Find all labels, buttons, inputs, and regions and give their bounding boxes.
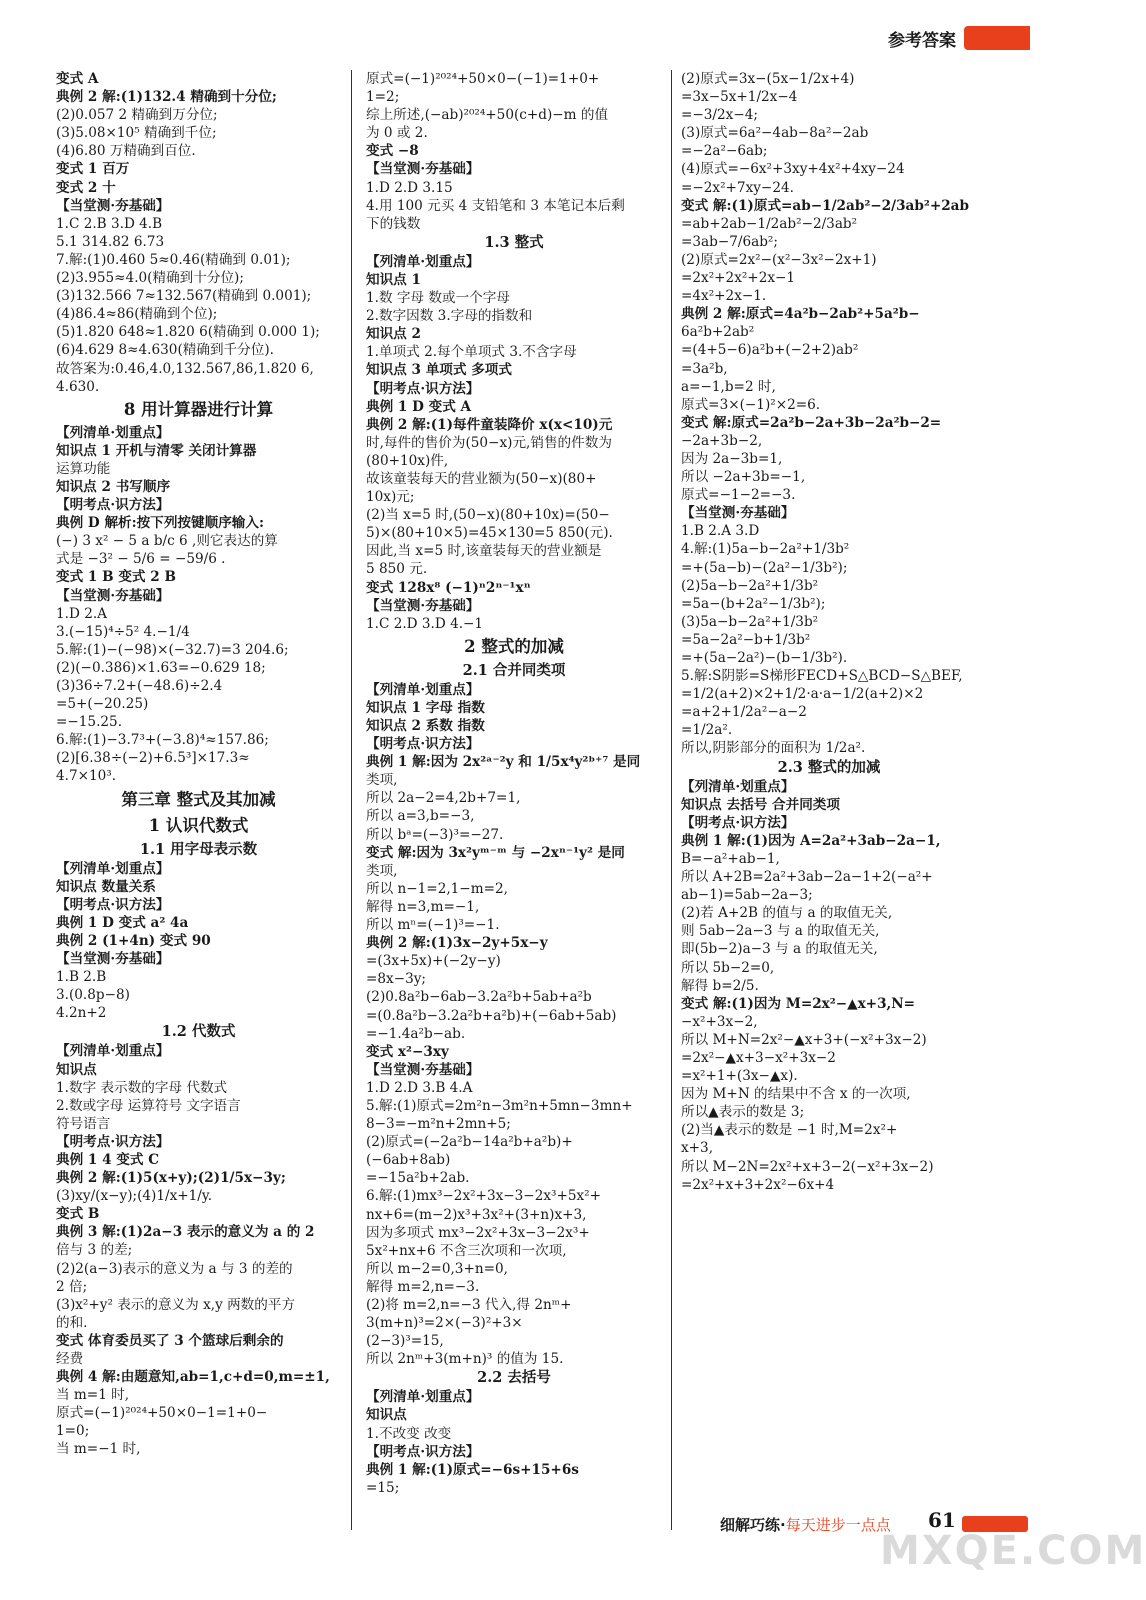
col1-line: (6)4.629 8≈4.630(精确到千分位). (56, 342, 274, 359)
col1-line: 故答案为:0.46,4.0,132.567,86,1.820 6, (56, 360, 314, 377)
col3-line: 1.B 2.A 3.D (681, 523, 760, 540)
col1-line: 知识点 (56, 1061, 97, 1078)
col2-line: 知识点 2 (366, 326, 421, 343)
col3-line: 典例 2 解:原式=4a²b−2ab²+5a²b− (681, 306, 920, 323)
col3-line: =ab+2ab−1/2ab²−2/3ab² (681, 215, 858, 232)
col2-line: 变式 128x⁸ (−1)ⁿ2ⁿ⁻¹xⁿ (366, 579, 531, 596)
answer-column-2 (366, 70, 662, 1497)
col2-line: 【明考点·识方法】 (366, 1443, 480, 1460)
col1-line: 当 m=1 时, (56, 1387, 130, 1404)
col2-line: 【当堂测·夯基础】 (366, 161, 480, 178)
col1-line: 2 倍; (56, 1278, 88, 1295)
col1-line: 【当堂测·夯基础】 (56, 951, 170, 968)
col1-line: 倍与 3 的差; (56, 1242, 133, 1259)
page-number: 61 (928, 1508, 956, 1532)
col1-line: 知识点 2 书写顺序 (56, 478, 171, 495)
col3-line: 【当堂测·夯基础】 (681, 505, 795, 522)
col2-line: 所以 2a−2=4,2b+7=1, (366, 790, 521, 807)
col2-line: 1.3 整式 (484, 233, 544, 251)
col3-line: x+3, (681, 1140, 714, 1157)
col2-line: 2.2 去括号 (477, 1369, 551, 1387)
col1-line: 原式=(−1)²⁰²⁴+50×0−1=1+0− (56, 1405, 268, 1422)
col3-line: =5a−(b+2a²−1/3b²); (681, 595, 826, 612)
col1-line: (2)[6.38÷(−2)+6.5³]×17.3≈ (56, 750, 250, 767)
col2-line: 知识点 2 系数 指数 (366, 718, 485, 734)
col3-line: 所以 −2a+3b=−1, (681, 469, 806, 486)
col2-line: 典例 2 解:(1)每件童装降价 x(x<10)元 (366, 416, 613, 433)
col1-line: 1.数字 表示数的字母 代数式 (56, 1079, 228, 1096)
col3-line: 所以 M+N=2x²−▲x+3+(−x²+3x−2) (681, 1031, 927, 1048)
col3-line: (2)原式=2x²−(x²−3x²−2x+1) (681, 251, 877, 268)
col2-line: =8x−3y; (366, 971, 427, 988)
col1-line: (3)132.566 7≈132.567(精确到 0.001); (56, 288, 312, 305)
col1-line: 7.解:(1)0.460 5≈0.46(精确到 0.01); (56, 251, 291, 268)
col1-line: 当 m=−1 时, (56, 1441, 141, 1458)
col2-line: (2)0.8a²b−6ab−3.2a²b+5ab+a²b (366, 989, 592, 1006)
col1-line: 2.数或字母 运算符号 文字语言 (56, 1097, 241, 1114)
col3-line: 即(5b−2)a−3 与 a 的取值无关, (681, 941, 878, 958)
col2-line: 6.解:(1)mx³−2x²+3x−3−2x³+5x²+ (366, 1188, 602, 1205)
col1-line: 式是 −3² − 5/6 = −59/6 . (56, 551, 226, 568)
col3-line: a=−1,b=2 时, (681, 378, 776, 395)
col1-line: (4)86.4≈86(精确到个位); (56, 306, 218, 323)
col3-line: 所以 M−2N=2x²+x+3−2(−x²+3x−2) (681, 1158, 934, 1175)
col2-line: 1.单项式 2.每个单项式 3.不含字母 (366, 344, 577, 361)
col1-line: 3.(−15)⁴÷5² 4.−1/4 (56, 623, 190, 640)
col3-line: 所以▲表示的数是 3; (681, 1104, 805, 1121)
col2-line: 所以 bᵃ=(−3)³=−27. (366, 826, 504, 843)
col2-line: 【当堂测·夯基础】 (366, 1061, 480, 1078)
col3-line: =1/2a². (681, 722, 733, 739)
col2-line: =15; (366, 1479, 400, 1496)
col3-line: (2)5a−b−2a²+1/3b² (681, 577, 819, 594)
col3-line: 变式 解:原式=2a²b−2a+3b−2a²b−2= (681, 414, 942, 431)
col2-line: 10x)元; (366, 489, 415, 506)
col2-line: 所以 m−2=0,3+n=0, (366, 1260, 508, 1277)
col1-line: 典例 2 解:(1)5(x+y);(2)1/5x−3y; (56, 1170, 286, 1187)
col3-line: 2.3 整式的加减 (777, 758, 881, 776)
col1-line: (2)3.955≈4.0(精确到十分位); (56, 270, 244, 287)
col3-line: 解得 b=2/5. (681, 977, 759, 994)
col3-line: =−3/2x−4; (681, 107, 758, 124)
header-title: 参考答案 (888, 31, 956, 51)
col1-line: 的和. (56, 1314, 88, 1331)
col1-line: 1 认识代数式 (148, 815, 249, 835)
col1-line: 4.7×10³. (56, 768, 117, 785)
col1-line: 【列清单·划重点】 (56, 1043, 170, 1060)
col2-line: 故该童装每天的营业额为(50−x)(80+ (366, 470, 597, 487)
col2-line: 下的钱数 (366, 215, 421, 232)
col3-line: 所以 5b−2=0, (681, 959, 775, 976)
col3-line: =a+2+1/2a²−a−2 (681, 704, 807, 721)
col2-line: 4.用 100 元买 4 支铅笔和 3 本笔记本后剩 (366, 197, 625, 214)
col1-line: 知识点 数量关系 (56, 878, 156, 895)
col1-line: 典例 4 解:由题意知,ab=1,c+d=0,m=±1, (56, 1369, 330, 1386)
col3-line: 原式=3×(−1)²×2=6. (681, 396, 821, 413)
col2-line: 典例 1 解:因为 2x²ᵃ⁻²y 和 1/5x⁴y²ᵇ⁺⁷ 是同 (366, 754, 641, 771)
col2-line: 所以 n−1=2,1−m=2, (366, 880, 508, 897)
col3-line: (2)原式=3x−(5x−1/2x+4) (681, 71, 855, 87)
col3-line: =(4+5−6)a²b+(−2+2)ab² (681, 342, 859, 359)
col3-line: 典例 1 解:(1)因为 A=2a²+3ab−2a−1, (681, 832, 941, 849)
col2-line: 【列清单·划重点】 (366, 681, 480, 698)
col1-line: 典例 1 4 变式 C (56, 1151, 160, 1168)
col2-line: 1.不改变 改变 (366, 1425, 452, 1442)
col2-line: nx+6=(m−2)x³+3x²+(3+n)x+3, (366, 1206, 587, 1223)
col2-line: (2)当 x=5 时,(50−x)(80+10x)=(50− (366, 507, 610, 524)
footer-brand (720, 1514, 891, 1535)
col2-line: (80+10x)件, (366, 452, 449, 469)
col2-line: 为 0 或 2. (366, 125, 428, 142)
col3-line: 5.解:S阴影=S梯形FECD+S△BCD−S△BEF, (681, 668, 963, 685)
col2-line: 8−3=−m²n+2mn+5; (366, 1116, 511, 1133)
footer-brand-name: 细解巧练· (720, 1516, 786, 1534)
col2-line: (2)将 m=2,n=−3 代入,得 2nᵐ+ (366, 1297, 572, 1313)
col1-line: 【明考点·识方法】 (56, 896, 170, 913)
col2-line: 解得 n=3,m=−1, (366, 898, 480, 915)
col2-line: (2)原式=(−2a²b−14a²b+a²b)+ (366, 1134, 573, 1151)
col3-line: (2)当▲表示的数是 −1 时,M=2x²+ (681, 1122, 898, 1139)
col1-line: 典例 3 解:(1)2a−3 表示的意义为 a 的 2 (56, 1224, 315, 1241)
col3-line: B=−a²+ab−1, (681, 850, 780, 867)
col2-line: 5)×(80+10×5)=45×130=5 850(元). (366, 525, 613, 542)
col1-line: 变式 B (56, 1206, 100, 1223)
col1-line: 4.2n+2 (56, 1005, 107, 1022)
col1-line: (4)6.80 万精确到百位. (56, 143, 196, 160)
col1-line: =5+(−20.25) (56, 696, 149, 713)
col1-line: 典例 1 D 变式 a² 4a (56, 914, 189, 931)
col2-line: 知识点 3 单项式 多项式 (366, 362, 512, 379)
col1-line: 知识点 1 开机与清零 关闭计算器 (56, 442, 257, 459)
col3-line: 所以,阴影部分的面积为 1/2a². (681, 740, 866, 757)
col1-line: 变式 1 B 变式 2 B (56, 569, 176, 586)
col2-line: 5x²+nx+6 不含三次项和一次项, (366, 1242, 567, 1259)
col2-line: 原式=(−1)²⁰²⁴+50×0−(−1)=1+0+ (366, 71, 600, 87)
col1-line: (5)1.820 648≈1.820 6(精确到 0.000 1); (56, 324, 320, 341)
col1-line: 典例 2 解:(1)132.4 精确到十分位; (56, 89, 277, 106)
col1-line: 5.1 314.82 6.73 (56, 233, 165, 250)
col2-line: 知识点 (366, 1407, 407, 1424)
col2-line: 典例 1 D 变式 A (366, 398, 472, 415)
col2-line: 因为多项式 mx³−2x²+3x−3−2x³+ (366, 1224, 590, 1241)
col2-line: 5 850 元. (366, 561, 428, 578)
col2-line: 【当堂测·夯基础】 (366, 597, 480, 614)
col2-line: 时,每件的售价为(50−x)元,销售的件数为 (366, 434, 612, 451)
col2-line: 3(m+n)³=2×(−3)²+3× (366, 1315, 523, 1332)
col1-line: (2)2(a−3)表示的意义为 a 与 3 的差的 (56, 1260, 293, 1277)
col2-line: 典例 1 解:(1)原式=−6s+15+6s (366, 1461, 579, 1478)
col3-line: 变式 解:(1)因为 M=2x²−▲x+3,N= (681, 995, 916, 1012)
col1-line: (3)xy/(x−y);(4)1/x+1/y. (56, 1188, 213, 1205)
col1-line: 【当堂测·夯基础】 (56, 197, 170, 214)
col2-line: 所以 mⁿ=(−1)³=−1. (366, 917, 500, 934)
col3-line: −2a+3b−2, (681, 432, 763, 449)
col1-line: 变式 1 百万 (56, 161, 130, 178)
col3-line: =2x²+x+3+2x²−6x+4 (681, 1176, 835, 1193)
col3-line: =+(5a−2a²)−(b−1/3b²). (681, 650, 848, 666)
col2-line: 2.1 合并同类项 (462, 661, 566, 679)
col2-line: (−6ab+8ab) (366, 1152, 451, 1169)
col1-line: 1.1 用字母表示数 (139, 840, 258, 858)
col1-line: (2)(−0.386)×1.63=−0.629 18; (56, 659, 266, 676)
col2-line: (2−3)³=15, (366, 1333, 444, 1350)
col1-line: 典例 2 (1+4n) 变式 90 (56, 932, 211, 949)
col1-line: 1.D 2.A (56, 605, 107, 622)
col2-line: 变式 −8 (366, 143, 419, 160)
col3-line: ab−1)=5ab−2a−3; (681, 887, 813, 904)
col2-line: 5.解:(1)原式=2m²n−3m²n+5mn−3mn+ (366, 1097, 633, 1114)
col1-line: 8 用计算器进行计算 (123, 399, 274, 419)
col2-line: 所以 a=3,b=−3, (366, 808, 475, 825)
col3-line: (4)原式=−6x²+3xy+4x²+4xy−24 (681, 161, 905, 178)
col1-line: 典例 D 解析:按下列按键顺序输入: (56, 515, 265, 532)
col3-line: =2x²−▲x+3−x²+3x−2 (681, 1049, 836, 1066)
col3-line: =4x²+2x−1. (681, 288, 767, 305)
col3-line: 6a²b+2ab² (681, 324, 755, 341)
col2-line: 类项, (366, 862, 398, 879)
col2-line: 1.D 2.D 3.15 (366, 179, 453, 196)
col2-line: 1=2; (366, 89, 400, 106)
col3-line: (2)若 A+2B 的值与 a 的取值无关, (681, 905, 893, 922)
col1-line: 5.解:(1)−(−98)×(−32.7)=3 204.6; (56, 641, 289, 658)
col1-line: 变式 A (56, 71, 99, 87)
col1-line: (3)36÷7.2+(−48.6)÷2.4 (56, 678, 223, 694)
col3-line: 原式=−1−2=−3. (681, 487, 796, 504)
col2-line: =(0.8a²b−3.2a²b+a²b)+(−6ab+5ab) (366, 1007, 617, 1024)
watermark: MXQE.COM (880, 1528, 1146, 1574)
col1-line: 1.B 2.B (56, 969, 107, 986)
col2-line: 【明考点·识方法】 (366, 736, 480, 753)
col2-line: 类项, (366, 772, 398, 789)
col3-line: 则 5ab−2a−3 与 a 的取值无关, (681, 923, 880, 940)
col3-line: =3x−5x+1/2x−4 (681, 89, 798, 106)
col3-line: 4.解:(1)5a−b−2a²+1/3b² (681, 541, 850, 558)
col3-line: =−2a²−6ab; (681, 143, 768, 160)
col1-line: 第三章 整式及其加减 (121, 789, 276, 809)
col3-line: 【列清单·划重点】 (681, 778, 795, 795)
col3-line: 变式 解:(1)原式=ab−1/2ab²−2/3ab²+2ab (681, 197, 969, 214)
col1-line: (2)0.057 2 精确到万分位; (56, 107, 218, 124)
col2-line: 解得 m=2,n=−3. (366, 1278, 480, 1295)
col3-line: (3)原式=6a²−4ab−8a²−2ab (681, 125, 869, 142)
col2-line: 典例 2 解:(1)3x−2y+5x−y (366, 935, 548, 952)
col1-line: 经费 (56, 1351, 84, 1367)
col3-line: 知识点 去括号 合并同类项 (681, 796, 840, 813)
col2-line: 所以 2nᵐ+3(m+n)³ 的值为 15. (366, 1351, 564, 1368)
col2-line: 因此,当 x=5 时,该童装每天的营业额是 (366, 543, 602, 560)
col3-line: =−2x²+7xy−24. (681, 179, 794, 196)
col1-line: 3.(0.8p−8) (56, 987, 130, 1004)
col1-line: 【列清单·划重点】 (56, 424, 170, 441)
answer-column-1 (56, 70, 341, 1459)
footer-slogan: 每天进步一点点 (785, 1516, 891, 1534)
col2-line: 1.D 2.D 3.B 4.A (366, 1079, 473, 1096)
col2-line: 【明考点·识方法】 (366, 380, 480, 397)
col3-line: (3)5a−b−2a²+1/3b² (681, 613, 819, 630)
col2-line: 【列清单·划重点】 (366, 253, 480, 270)
col3-line: 因为 M+N 的结果中不含 x 的一次项, (681, 1086, 911, 1103)
col1-line: 变式 2 十 (56, 179, 116, 196)
page-header (0, 0, 1066, 56)
answer-column-3 (681, 70, 977, 1194)
col3-line: 【明考点·识方法】 (681, 814, 795, 831)
col3-line: =1/2(a+2)×2+1/2·a·a−1/2(a+2)×2 (681, 686, 924, 703)
col3-line: =2x²+2x²+2x−1 (681, 270, 796, 287)
col2-line: 1.数 字母 数或一个字母 (366, 290, 510, 307)
col1-line: 【明考点·识方法】 (56, 1133, 170, 1150)
col1-line: 1=0; (56, 1423, 90, 1440)
col2-line: =−1.4a²b−ab. (366, 1025, 466, 1042)
col1-line: 1.C 2.B 3.D 4.B (56, 215, 163, 232)
col1-line: 【列清单·划重点】 (56, 860, 170, 877)
col1-line: 符号语言 (56, 1115, 111, 1132)
col1-line: =−15.25. (56, 714, 123, 731)
col3-line: 因为 2a−3b=1, (681, 450, 783, 467)
col2-line: 【列清单·划重点】 (366, 1389, 480, 1406)
column-divider (671, 70, 672, 1530)
col3-line: 所以 A+2B=2a²+3ab−2a−1+2(−a²+ (681, 869, 933, 886)
col3-line: =x²+1+(3x−▲x). (681, 1068, 798, 1085)
header-tab-decoration (964, 26, 1030, 50)
col2-line: 2 整式的加减 (464, 636, 564, 656)
col1-line: 运算功能 (56, 460, 111, 477)
col1-line: (3)5.08×10⁵ 精确到千位; (56, 125, 217, 142)
col1-line: 4.630. (56, 378, 100, 395)
column-divider (351, 70, 352, 1530)
col3-line: =3ab−7/6ab²; (681, 233, 778, 250)
col2-line: 知识点 1 字母 指数 (366, 699, 485, 716)
col2-line: =−15a²b+2ab. (366, 1170, 470, 1187)
col1-line: 6.解:(1)−3.7³+(−3.8)⁴≈157.86; (56, 732, 269, 749)
col1-line: 变式 体育委员买了 3 个篮球后剩余的 (56, 1332, 284, 1349)
col2-line: =(3x+5x)+(−2y−y) (366, 953, 501, 970)
col1-line: (3)x²+y² 表示的意义为 x,y 两数的平方 (56, 1296, 296, 1313)
col1-line: 【当堂测·夯基础】 (56, 587, 170, 604)
col3-line: =5a−2a²−b+1/3b² (681, 631, 811, 648)
col1-line: (−) 3 x² − 5 a b/c 6 ,则它表达的算 (56, 533, 278, 550)
col2-line: 知识点 1 (366, 271, 421, 288)
col2-line: 1.C 2.D 3.D 4.−1 (366, 615, 484, 632)
col2-line: 变式 解:因为 3x²yᵐ⁻ᵐ 与 −2xⁿ⁻¹y² 是同 (366, 844, 625, 861)
col2-line: 变式 x²−3xy (366, 1043, 449, 1060)
col3-line: =3a²b, (681, 360, 728, 377)
col2-line: 2.数字因数 3.字母的指数和 (366, 308, 533, 325)
col1-line: 1.2 代数式 (161, 1023, 236, 1041)
col3-line: −x²+3x−2, (681, 1013, 758, 1030)
col2-line: 综上所述,(−ab)²⁰²⁴+50(c+d)−m 的值 (366, 107, 609, 124)
col3-line: =+(5a−b)−(2a²−1/3b²); (681, 559, 848, 576)
col1-line: 【明考点·识方法】 (56, 497, 170, 514)
